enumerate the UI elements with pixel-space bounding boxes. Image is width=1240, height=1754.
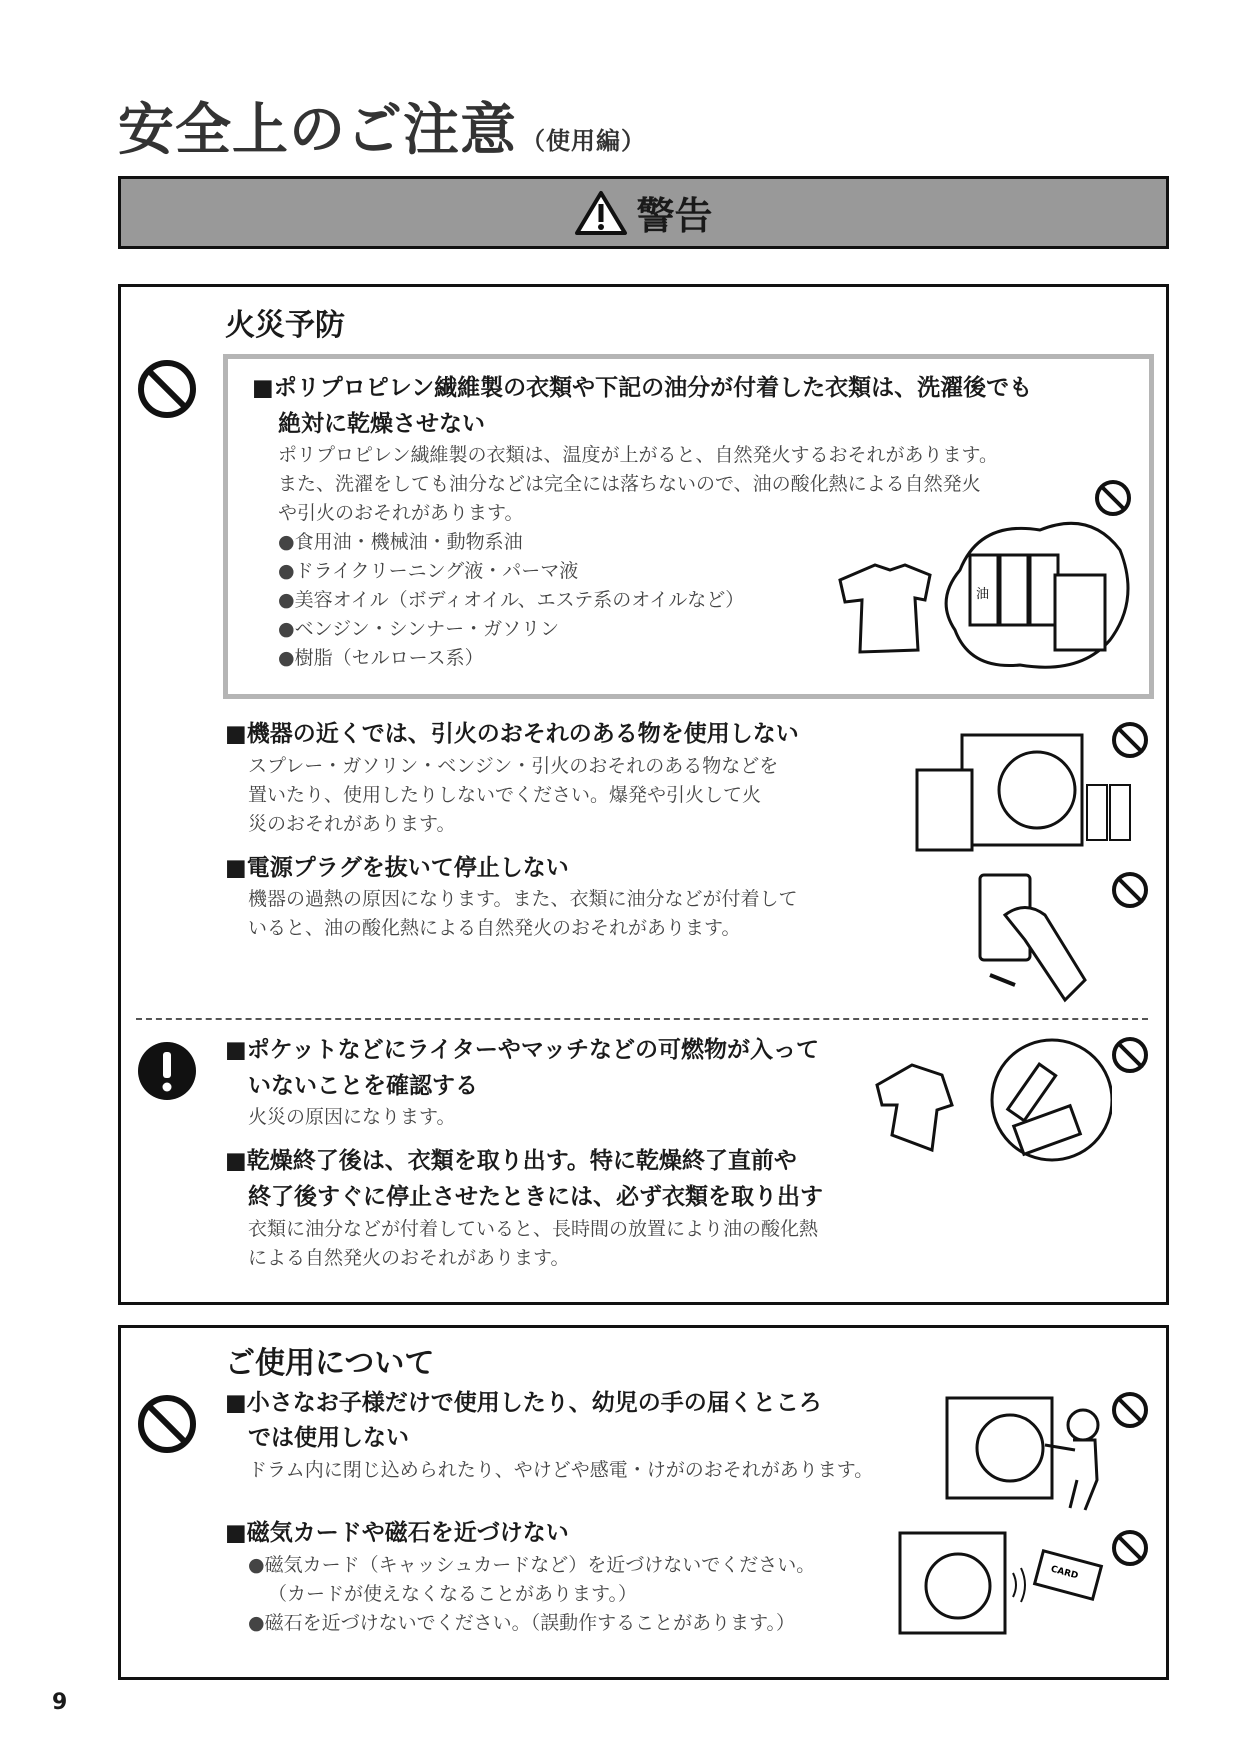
divider: [136, 1018, 1148, 1020]
warning-triangle-icon: [574, 190, 628, 236]
body-line: 衣類に油分などが付着していると、長時間の放置により油の酸化熱: [248, 1218, 819, 1240]
warning-label: 警告: [636, 194, 713, 238]
item-title: 絶対に乾燥させない: [278, 411, 485, 437]
prohibition-icon: [136, 1393, 198, 1455]
body-line: ポリプロピレン繊維製の衣類は、温度が上がると、自然発火するおそれがあります。: [278, 444, 999, 466]
item-body: [248, 885, 797, 943]
body-line: 災のおそれがあります。: [248, 813, 456, 835]
item-title: ■電源プラグを抜いて停止しない: [225, 855, 569, 881]
oily-clothes-illustration: [830, 510, 1130, 675]
item-title: ■ポケットなどにライターやマッチなどの可燃物が入って: [225, 1037, 819, 1063]
item-body: [248, 1551, 815, 1638]
title-text: 安全上のご注意: [118, 98, 517, 163]
bullet-item: ●磁石を近づけないでください。（誤動作することがあります。）: [248, 1612, 796, 1634]
bullet-item: ●磁気カード（キャッシュカードなど）を近づけないでください。: [248, 1554, 816, 1576]
item-body: [248, 1456, 873, 1485]
prohibition-icon: [1110, 870, 1150, 910]
section-heading-usage: ご使用について: [225, 1346, 435, 1381]
body-line: また、洗濯をしても油分などは完全には落ちないので、油の酸化熱による自然発火: [278, 473, 981, 495]
pocket-lighter-illustration: [872, 1035, 1112, 1170]
body-line: や引火のおそれがあります。: [278, 502, 524, 524]
warning-bar: [118, 176, 1169, 249]
body-line: （カードが使えなくなることがあります。）: [268, 1583, 637, 1605]
item-title: ■磁気カードや磁石を近づけない: [225, 1520, 569, 1546]
body-line: 機器の過熱の原因になります。また、衣類に油分などが付着して: [248, 888, 798, 910]
title-subtitle: （使用編）: [521, 127, 646, 155]
item-body: [248, 1103, 455, 1132]
body-line: 置いたり、使用したりしないでください。爆発や引火して火: [248, 784, 762, 806]
dryer-flammables-illustration: [912, 725, 1137, 855]
body-line: ドラム内に閉じ込められたり、やけどや感電・けがのおそれがあります。: [248, 1459, 874, 1481]
page-title: [118, 86, 646, 166]
item-title: ■乾燥終了後は、衣類を取り出す。特に乾燥終了直前や: [225, 1148, 797, 1174]
bullet-item: ●ベンジン・シンナー・ガソリン: [278, 618, 560, 640]
item-body: [248, 752, 778, 839]
card-label: CARD: [1049, 1564, 1080, 1582]
body-line: による自然発火のおそれがあります。: [248, 1247, 570, 1269]
prohibition-icon: [1110, 1390, 1150, 1430]
item-body: [248, 1215, 818, 1273]
item-title: ■機器の近くでは、引火のおそれのある物を使用しない: [225, 721, 799, 747]
prohibition-icon: [136, 358, 198, 420]
item-title: いないことを確認する: [248, 1073, 478, 1099]
bullet-item: ●ドライクリーニング液・パーマ液: [278, 560, 579, 582]
body-line: 火災の原因になります。: [248, 1106, 456, 1128]
item-title: 終了後すぐに停止させたときには、必ず衣類を取り出す: [248, 1184, 823, 1210]
bullet-item: ●食用油・機械油・動物系油: [278, 531, 523, 553]
item-title: では使用しない: [248, 1425, 409, 1451]
item-title: ■小さなお子様だけで使用したり、幼児の手の届くところ: [225, 1390, 822, 1416]
bullet-item: ●樹脂（セルロース系）: [278, 647, 484, 669]
body-line: スプレー・ガソリン・ベンジン・引火のおそれのある物などを: [248, 755, 779, 777]
magnetic-card-illustration: [898, 1528, 1108, 1638]
item-title: ■ポリプロピレン繊維製の衣類や下記の油分が付着した衣類は、洗濯後でも: [252, 375, 1033, 401]
section-heading-fire: 火災予防: [225, 308, 345, 343]
bullet-item: ●美容オイル（ボディオイル、エステ系のオイルなど）: [278, 589, 745, 611]
child-dryer-illustration: [945, 1390, 1110, 1515]
label-oil: 油: [976, 587, 990, 602]
prohibition-icon: [1110, 1035, 1150, 1075]
mandatory-action-icon: [136, 1040, 198, 1102]
unplug-illustration: [975, 870, 1105, 1005]
prohibition-icon: [1110, 1528, 1150, 1568]
page-number: 9: [52, 1690, 68, 1715]
body-line: いると、油の酸化熱による自然発火のおそれがあります。: [248, 917, 741, 939]
